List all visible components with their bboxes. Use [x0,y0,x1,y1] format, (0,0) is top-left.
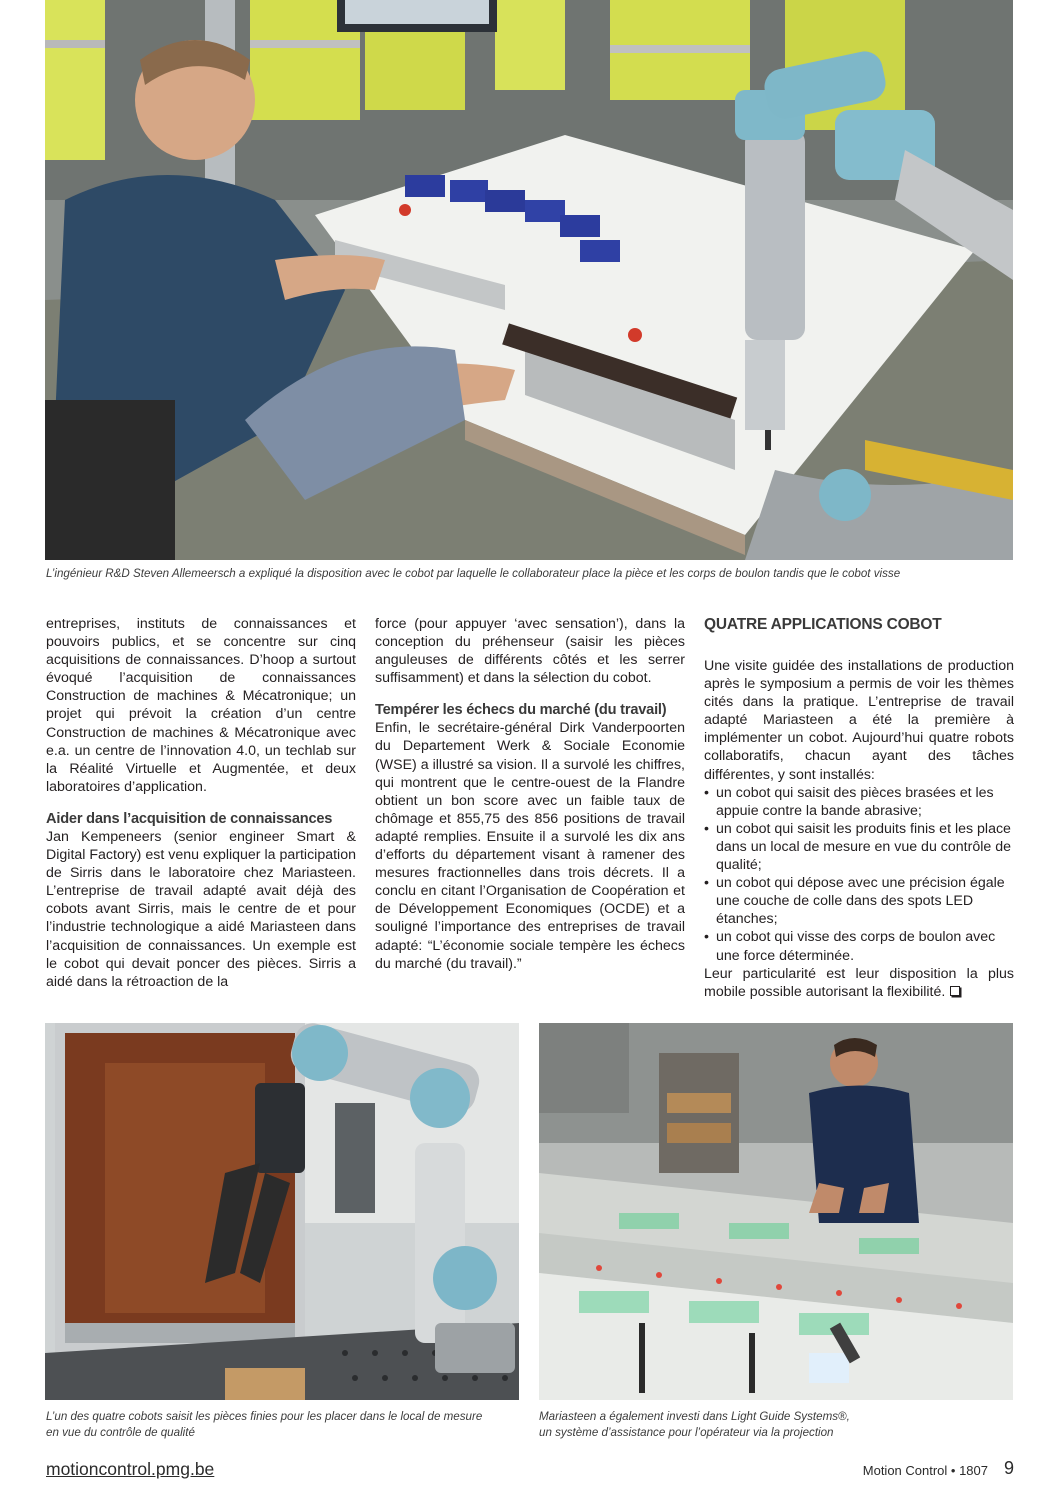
section-heading-quatre-applications: QUATRE APPLICATIONS COBOT [704,616,942,633]
column1-paragraph-1: entreprises, instituts de connaissances et pouvoirs publics, et se concentre sur cinq acquisitions de connaissances. D’hoop a surtout évoqué l’acquisition de connaissances Construction de machines & Mécatronique; un projet qui prévoit la création d’un centre Construction de machines & Mécatronique avec e.a. un centre de l’innovation 4.0, un techlab sur la Réalité Virtuelle et Augmentée, et deux laboratoires d’application. [46,616,356,795]
end-of-article-icon [950,986,960,996]
caption-line: Mariasteen a également investi dans Light Guide Systems®, [539,1410,850,1423]
footer-website-link[interactable]: motioncontrol.pmg.be [46,1459,215,1479]
photo-bottom-right-caption [539,1409,850,1441]
list-item: • un cobot qui visse des corps de boulon avec une force déterminée. [704,928,1014,964]
list-item: • un cobot qui dépose avec une précision égale une couche de colle dans des spots LED étanches; [704,874,1014,928]
caption-line: en vue du contrôle de qualité [46,1426,195,1439]
photo-cobot-measuring-cabin [45,1023,519,1400]
subheading-temperer: Tempérer les échecs du marché (du travail) [375,702,667,719]
closing-sentence: Leur particularité est leur disposition la plus mobile possible autorisant la flexibilité. [704,965,1014,1000]
article-column-2 [375,615,685,973]
column2-paragraph-1: force (pour appuyer ‘avec sensation’), dans la conception du préhenseur (saisir les pièces anguleuses de différents côtés et les serrer suffisamment) et dans la sélection du cobot. [375,616,685,687]
photo-top-caption: L’ingénieur R&D Steven Allemeersch a expliqué la disposition avec le cobot par laquelle le collaborateur place la pièce et les corps de boulon tandis que le cobot visse [46,567,901,580]
column1-paragraph-2: Jan Kempeneers (senior engineer Smart & Digital Factory) est venu expliquer la participation de Sirris dans le laboratoire chez Mariasteen. L’entreprise de travail adapté avait déjà des cobots avant Sirris, mais le centre de et pour l’industrie technologique a aidé Mariasteen dans l’acquisition de connaissances. Un exemple est le cobot qui devait poncer des pièces. Sirris a aidé dans la rétroaction de la [46,828,356,990]
list-item: • un cobot qui saisit les produits finis et les place dans un local de mesure en vue du contrôle de qualité; [704,820,1014,874]
column2-paragraph-2: Enfin, le secrétaire-général Dirk Vanderpoorten du Departement Werk & Sociale Economie (WSE) a illustré sa vision. Il a survolé les chiffres, qui montrent que le centre-ouest de la Flandre obtient un bon score avec un faible taux de chômage et 855,75 des 856 positions de travail adapté remplies. Ensuite il a survolé les dix ans d’efforts du département visant à ramener des mesures fractionnelles dans trois décrets. Il a conclu en citant l’Organisation de Coopération et de Développement Economiques (OCDE) et a souligné l’importance des entreprises de travail adapté: “L’économie sociale tempère les échecs du marché (du travail).” [375,720,685,972]
caption-line: L’un des quatre cobots saisit les pièces finies pour les placer dans le local de mesure [46,1410,483,1423]
column3-paragraph-1: Une visite guidée des installations de production après le symposium a permis de voir les thèmes cités dans la pratique. L’entreprise de travail adapté Mariasteen a été la première à implémenter un cobot. Aujourd’hui quatre robots collaboratifs, chacun ayant des tâches différentes, y sont installés: [704,658,1014,783]
page-number: 9 [1003,1458,1014,1478]
article-column-1 [46,615,356,991]
subheading-aider: Aider dans l’acquisition de connaissances [46,810,333,827]
caption-line: un système d’assistance pour l’opérateur via la projection [539,1426,834,1439]
column3-paragraph-2 [704,965,1014,1001]
photo-engineer-cobot-workstation [45,0,1013,560]
footer-magazine-issue: Motion Control • 1807 [862,1463,988,1478]
article-column-3 [704,615,1014,1001]
photo-bottom-left-caption [46,1409,482,1441]
list-item: • un cobot qui saisit des pièces brasées et les appuie contre la bande abrasive; [704,784,1014,820]
cobot-applications-list [704,784,1014,965]
photo-light-guide-systems [539,1023,1013,1400]
